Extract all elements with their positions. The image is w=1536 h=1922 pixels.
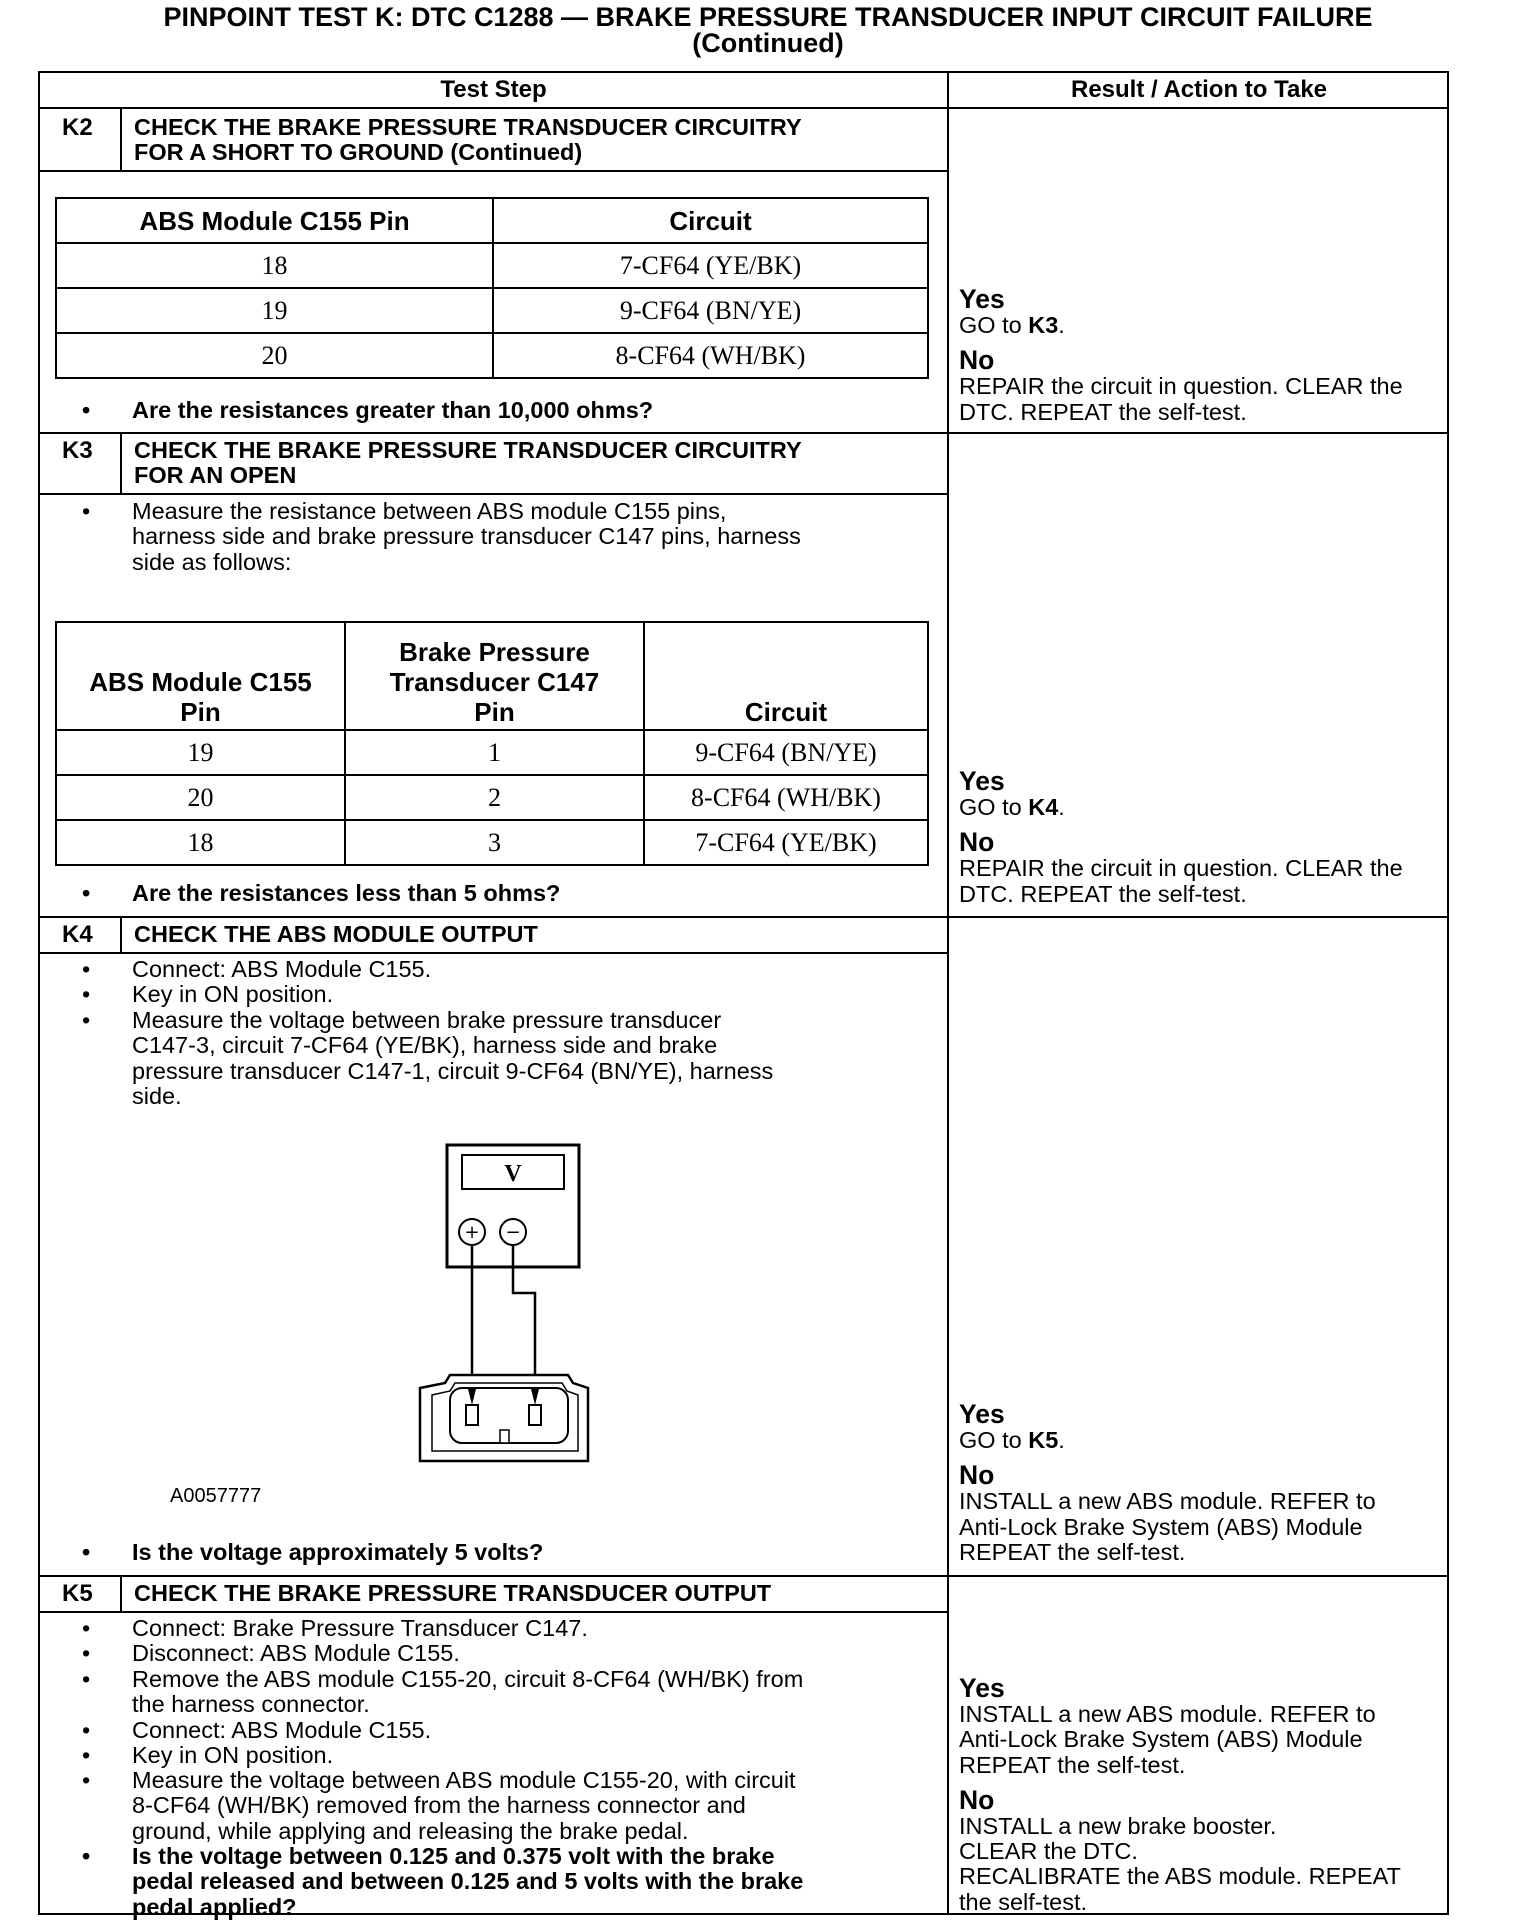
- k5-q-l2: pedal released and between 0.125 and 5 volts with the brake: [132, 1868, 804, 1895]
- k5-question: • Is the voltage between 0.125 and 0.375 volt with the brake pedal released and between 0.125 and 5 volts with the brake pedal applied?: [132, 1844, 962, 1920]
- k3-table-header-circuit: Circuit: [644, 622, 928, 730]
- k4-b2-text: Key in ON position.: [132, 981, 334, 1007]
- row-divider-k3: [40, 432, 1449, 434]
- step-id-k4: K4: [62, 921, 93, 948]
- step-id-k5: K5: [62, 1580, 93, 1607]
- k3-table-header-abs-pin: [56, 622, 345, 730]
- table-cell: 8-CF64 (WH/BK): [644, 775, 928, 820]
- terminal-right: [529, 1405, 541, 1425]
- k4-bullet-3: • Measure the voltage between brake pressure transducer C147-3, circuit 7-CF64 (YE/BK), harness side and brake pressure transducer C147-1, circuit 9-CF64 (BN/YE), harness side.: [132, 1008, 962, 1109]
- k3-yes-target: K4: [1028, 794, 1059, 820]
- pinpoint-table: [38, 71, 1449, 1920]
- table-cell: 19: [56, 730, 345, 775]
- k4-no-l2: Anti-Lock Brake System (ABS) Module: [959, 1513, 1363, 1540]
- k5-no-l4: the self-test.: [959, 1888, 1087, 1915]
- k5-bullet-5: • Key in ON position.: [82, 1742, 334, 1768]
- table-cell: 20: [56, 333, 493, 378]
- k5-no-label: No: [959, 1784, 995, 1815]
- page-title: [0, 4, 1536, 56]
- k5-b3-l2: the harness connector.: [132, 1691, 370, 1718]
- k2-yes-target: K3: [1028, 312, 1059, 338]
- k3-yes-action: GO to K4.: [959, 794, 1065, 820]
- k4-question: • Is the voltage approximately 5 volts?: [82, 1539, 544, 1565]
- k3-no-label: No: [959, 827, 995, 858]
- k5-bullet-6: • Measure the voltage between ABS module C155-20, with circuit 8-CF64 (WH/BK) removed from the harness connector and ground, while applying and releasing the brake pedal.: [132, 1768, 962, 1844]
- k5-yes-l2: Anti-Lock Brake System (ABS) Module: [959, 1726, 1363, 1753]
- k3-question: • Are the resistances less than 5 ohms?: [82, 880, 561, 906]
- title-line-2: (Continued): [692, 28, 844, 58]
- k5-b4-text: Connect: ABS Module C155.: [132, 1717, 432, 1743]
- k2-no-text-l2: DTC. REPEAT the self-test.: [959, 398, 1247, 425]
- k3-instruction: • Measure the resistance between ABS module C155 pins, harness side and brake pressure transducer C147 pins, harness side as follows:: [132, 499, 962, 575]
- step-id-k3: K3: [62, 437, 93, 464]
- k4-yes-action: GO to K5.: [959, 1427, 1065, 1453]
- k4-yes-target: K5: [1028, 1427, 1059, 1453]
- k4-no-label: No: [959, 1460, 995, 1491]
- k5-bullet-1: • Connect: Brake Pressure Transducer C147.: [82, 1615, 588, 1641]
- k3-result: [959, 767, 1449, 907]
- k5-b5-text: Key in ON position.: [132, 1742, 334, 1768]
- k5-no-l1: INSTALL a new brake booster.: [959, 1812, 1277, 1839]
- voltmeter-label: V: [504, 1161, 522, 1187]
- table-cell: 2: [345, 775, 644, 820]
- k3-id-divider: [120, 434, 122, 493]
- table-cell: 7-CF64 (YE/BK): [493, 243, 928, 288]
- k5-b6-l1: Measure the voltage between ABS module C155-20, with circuit: [132, 1767, 796, 1793]
- step-title-k2-line1: CHECK THE BRAKE PRESSURE TRANSDUCER CIRCUITRY: [134, 114, 802, 140]
- k4-id-divider: [120, 918, 122, 952]
- k3-pin-table: [55, 621, 929, 866]
- terminal-center: [500, 1430, 509, 1443]
- k4-yes-text: GO to: [959, 1427, 1029, 1453]
- k4-title-underline: [40, 952, 947, 954]
- table-cell: 18: [56, 243, 493, 288]
- k3-no-text-l2: DTC. REPEAT the self-test.: [959, 880, 1247, 907]
- k4-b3-l4: side.: [132, 1082, 182, 1109]
- table-cell: 19: [56, 288, 493, 333]
- k5-q-l3: pedal applied?: [132, 1893, 297, 1920]
- table-cell: 9-CF64 (BN/YE): [493, 288, 928, 333]
- figure-id: A0057777: [170, 1485, 262, 1507]
- k2-title-underline: [40, 170, 947, 172]
- k3-title-underline: [40, 493, 947, 495]
- k5-yes-l1: INSTALL a new ABS module. REFER to: [959, 1701, 1376, 1727]
- plus-icon: +: [464, 1222, 480, 1243]
- k2-no-text-l1: REPAIR the circuit in question. CLEAR the: [959, 373, 1403, 400]
- k4-b3-l2: C147-3, circuit 7-CF64 (YE/BK), harness side and brake: [132, 1032, 718, 1059]
- k4-b3-l1: Measure the voltage between brake pressure transducer: [132, 1007, 722, 1033]
- terminal-left: [466, 1405, 478, 1425]
- k5-b6-l2: 8-CF64 (WH/BK) removed from the harness connector and: [132, 1792, 746, 1819]
- k2-table-header-pin: ABS Module C155 Pin: [56, 198, 493, 243]
- table-cell: 9-CF64 (BN/YE): [644, 730, 928, 775]
- k2-result: [959, 285, 1449, 425]
- k5-bullet-4: • Connect: ABS Module C155.: [82, 1717, 432, 1743]
- k2-question: • Are the resistances greater than 10,000 ohms?: [82, 397, 654, 423]
- k5-title-underline: [40, 1611, 947, 1613]
- k3-h1-l1: ABS Module C155: [89, 667, 312, 697]
- k3-yes-label: Yes: [959, 766, 1005, 796]
- step-title-k3-line2: FOR AN OPEN: [134, 462, 297, 488]
- step-title-k3-line1: CHECK THE BRAKE PRESSURE TRANSDUCER CIRCUITRY: [134, 437, 802, 463]
- title-line-1: PINPOINT TEST K: DTC C1288 — BRAKE PRESSURE TRANSDUCER INPUT CIRCUIT FAILURE: [163, 2, 1373, 32]
- k2-pin-table: [55, 197, 929, 379]
- k5-b6-l3: ground, while applying and releasing the brake pedal.: [132, 1817, 689, 1844]
- column-header-test-step: Test Step: [40, 73, 947, 109]
- k4-result: [959, 1400, 1449, 1565]
- k2-no-label: No: [959, 345, 995, 376]
- k5-b1-text: Connect: Brake Pressure Transducer C147.: [132, 1615, 588, 1641]
- minus-icon: −: [505, 1222, 521, 1243]
- k3-h2-l3: Pin: [474, 697, 515, 727]
- table-cell: 7-CF64 (YE/BK): [644, 820, 928, 865]
- k4-question-text: Is the voltage approximately 5 volts?: [132, 1539, 544, 1565]
- k2-table-header-circuit: Circuit: [493, 198, 928, 243]
- k2-id-divider: [120, 109, 122, 170]
- step-title-k2: [134, 115, 802, 165]
- k5-id-divider: [120, 1577, 122, 1611]
- k3-h2-l2: Transducer C147: [389, 667, 600, 697]
- k5-b3-l1: Remove the ABS module C155-20, circuit 8-CF64 (WH/BK) from: [132, 1666, 804, 1692]
- step-title-k2-line2: FOR A SHORT TO GROUND (Continued): [134, 139, 583, 165]
- table-cell: 18: [56, 820, 345, 865]
- k4-b1-text: Connect: ABS Module C155.: [132, 956, 432, 982]
- k4-bullet-1: • Connect: ABS Module C155.: [82, 956, 432, 982]
- column-header-result: Result / Action to Take: [949, 73, 1449, 109]
- row-divider-k4: [40, 916, 1449, 918]
- row-divider-k5: [40, 1575, 1449, 1577]
- k3-h1-l2: Pin: [180, 697, 221, 727]
- step-id-k2: K2: [62, 114, 93, 141]
- k2-question-text: Are the resistances greater than 10,000 ohms?: [132, 397, 654, 423]
- k3-no-text-l1: REPAIR the circuit in question. CLEAR the: [959, 855, 1403, 882]
- k4-bullet-2: • Key in ON position.: [82, 981, 334, 1007]
- k5-bullet-3: • Remove the ABS module C155-20, circuit 8-CF64 (WH/BK) from the harness connector.: [132, 1667, 962, 1718]
- step-title-k3: [134, 438, 802, 488]
- k5-b2-text: Disconnect: ABS Module C155.: [132, 1640, 460, 1666]
- k2-yes-label: Yes: [959, 284, 1005, 314]
- k3-h2-l1: Brake Pressure: [399, 637, 590, 667]
- k2-yes-action: GO to K3.: [959, 312, 1065, 338]
- step-title-k4: CHECK THE ABS MODULE OUTPUT: [134, 921, 538, 947]
- k3-table-header-transducer-pin: [345, 622, 644, 730]
- k5-no-l3: RECALIBRATE the ABS module. REPEAT: [959, 1863, 1401, 1890]
- k2-yes-text: GO to: [959, 312, 1029, 338]
- table-cell: 3: [345, 820, 644, 865]
- k4-no-l1: INSTALL a new ABS module. REFER to: [959, 1488, 1376, 1515]
- k3-yes-text: GO to: [959, 794, 1029, 820]
- k3-instr-l1: Measure the resistance between ABS module C155 pins,: [132, 498, 727, 524]
- table-cell: 20: [56, 775, 345, 820]
- table-cell: 1: [345, 730, 644, 775]
- voltmeter-connector-diagram: [410, 1143, 630, 1473]
- k3-instr-l3: side as follows:: [132, 548, 292, 575]
- step-title-k5: CHECK THE BRAKE PRESSURE TRANSDUCER OUTPUT: [134, 1580, 772, 1606]
- k5-no-l2: CLEAR the DTC.: [959, 1838, 1138, 1865]
- k3-question-text: Are the resistances less than 5 ohms?: [132, 880, 561, 906]
- k4-no-l3: REPEAT the self-test.: [959, 1538, 1186, 1565]
- k5-bullet-2: • Disconnect: ABS Module C155.: [82, 1640, 460, 1666]
- k4-b3-l3: pressure transducer C147-1, circuit 9-CF64 (BN/YE), harness: [132, 1057, 774, 1084]
- k5-yes-l3: REPEAT the self-test.: [959, 1751, 1186, 1778]
- k3-instr-l2: harness side and brake pressure transducer C147 pins, harness: [132, 523, 801, 550]
- k4-yes-label: Yes: [959, 1399, 1005, 1429]
- k5-yes-label: Yes: [959, 1673, 1005, 1703]
- k5-q-l1: Is the voltage between 0.125 and 0.375 volt with the brake: [132, 1843, 775, 1869]
- k5-result: [959, 1674, 1449, 1915]
- table-cell: 8-CF64 (WH/BK): [493, 333, 928, 378]
